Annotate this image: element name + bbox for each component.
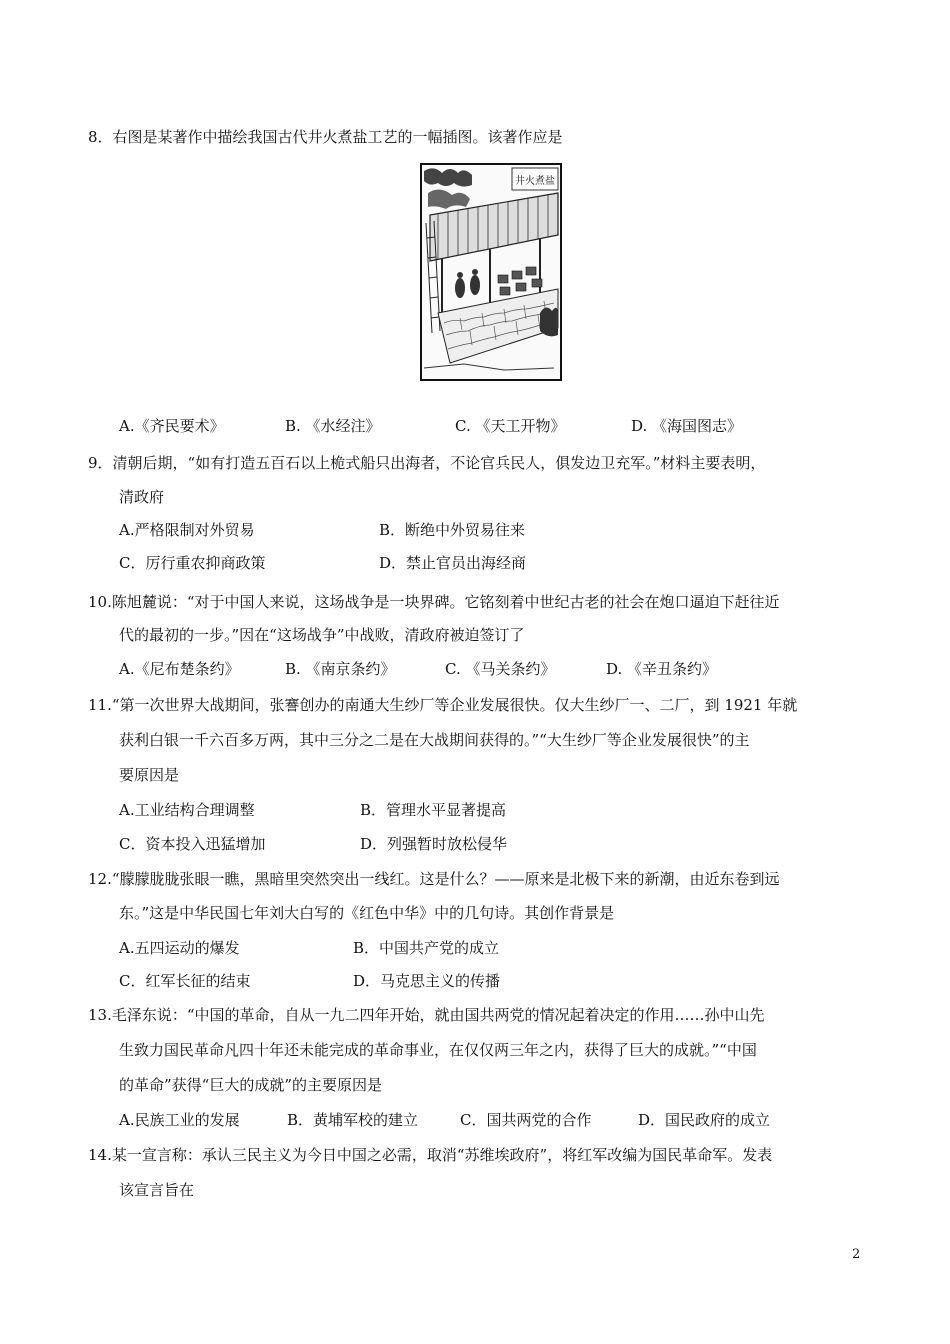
- q10-option-a[interactable]: A.《尼布楚条约》: [119, 660, 240, 678]
- q13-option-b[interactable]: B．黄埔军校的建立: [287, 1111, 419, 1129]
- q9-option-a[interactable]: A.严格限制对外贸易: [119, 521, 255, 539]
- q9-option-d[interactable]: D．禁止官员出海经商: [379, 554, 527, 572]
- q10-option-b[interactable]: B. 《南京条约》: [285, 660, 396, 678]
- page-number: 2: [852, 1247, 861, 1262]
- q13-option-d[interactable]: D．国民政府的成立: [638, 1111, 771, 1129]
- question-9-line-1: 9．清朝后期，“如有打造五百石以上桅式船只出海者，不论官兵民人，俱发边卫充军。”材料主要表明，: [88, 454, 766, 472]
- illustration-drawing: [420, 163, 562, 381]
- q8-option-c[interactable]: C. 《天工开物》: [455, 417, 566, 435]
- q10-option-c[interactable]: C. 《马关条约》: [445, 660, 556, 678]
- question-9-line-2: 清政府: [119, 488, 165, 506]
- question-11-line-2: 获利白银一千六百多万两，其中三分之二是在大战期间获得的。”“大生纱厂等企业发展很快”的主: [119, 731, 750, 749]
- q11-option-c[interactable]: C．资本投入迅猛增加: [119, 835, 266, 853]
- q8-option-a[interactable]: A.《齐民要术》: [119, 417, 225, 435]
- question-10-line-2: 代的最初的一步。”因在“这场战争”中战败，清政府被迫签订了: [119, 626, 525, 644]
- q11-option-b[interactable]: B．管理水平显著提高: [360, 801, 507, 819]
- q11-option-d[interactable]: D．列强暂时放松侵华: [360, 835, 508, 853]
- q8-option-d[interactable]: D. 《海国图志》: [631, 417, 743, 435]
- question-11-line-1: 11.“第一次世界大战期间，张謇创办的南通大生纱厂等企业发展很快。仅大生纱厂一、二厂，到 1921 年就: [88, 696, 798, 714]
- question-12-line-2: 东。”这是中华民国七年刘大白写的《红色中华》中的几句诗。其创作背景是: [119, 904, 615, 922]
- question-13-line-1: 13.毛泽东说：“中国的革命，自从一九二四年开始，就由国共两党的情况起着决定的作用……孙中山先: [88, 1006, 765, 1024]
- question-14-line-1: 14.某一宣言称：承认三民主义为今日中国之必需，取消“苏维埃政府”，将红军改编为国民革命军。发表: [88, 1146, 773, 1164]
- q13-option-c[interactable]: C．国共两党的合作: [460, 1111, 592, 1129]
- q12-option-a[interactable]: A.五四运动的爆发: [119, 939, 240, 957]
- q12-option-c[interactable]: C．红军长征的结束: [119, 972, 251, 990]
- q12-option-d[interactable]: D．马克思主义的传播: [353, 972, 501, 990]
- question-10-line-1: 10.陈旭麓说：“对于中国人来说，这场战争是一块界碑。它铭刻着中世纪古老的社会在炮口逼迫下赶往近: [88, 593, 780, 611]
- illustration-caption: 井火煮盐: [515, 176, 555, 187]
- q10-option-d[interactable]: D. 《辛丑条约》: [606, 660, 718, 678]
- salt-boiling-illustration: [420, 163, 562, 381]
- question-12-line-1: 12.“朦朦胧胧张眼一瞧，黑暗里突然突出一线红。这是什么？——原来是北极下来的新潮，由近东卷到远: [88, 870, 780, 888]
- q9-option-b[interactable]: B．断绝中外贸易往来: [379, 521, 526, 539]
- question-13-line-3: 的革命”获得“巨大的成就”的主要原因是: [119, 1076, 383, 1094]
- question-8-stem: 8．右图是某著作中描绘我国古代井火煮盐工艺的一幅插图。该著作应是: [88, 128, 563, 146]
- q8-option-b[interactable]: B. 《水经注》: [285, 417, 381, 435]
- q13-option-a[interactable]: A.民族工业的发展: [119, 1111, 240, 1129]
- question-13-line-2: 生致力国民革命凡四十年还未能完成的革命事业，在仅仅两三年之内，获得了巨大的成就。”“中国: [119, 1041, 757, 1059]
- question-14-line-2: 该宣言旨在: [119, 1181, 195, 1199]
- question-11-line-3: 要原因是: [119, 766, 180, 784]
- q11-option-a[interactable]: A.工业结构合理调整: [119, 801, 255, 819]
- q9-option-c[interactable]: C．厉行重农抑商政策: [119, 554, 266, 572]
- q12-option-b[interactable]: B．中国共产党的成立: [353, 939, 500, 957]
